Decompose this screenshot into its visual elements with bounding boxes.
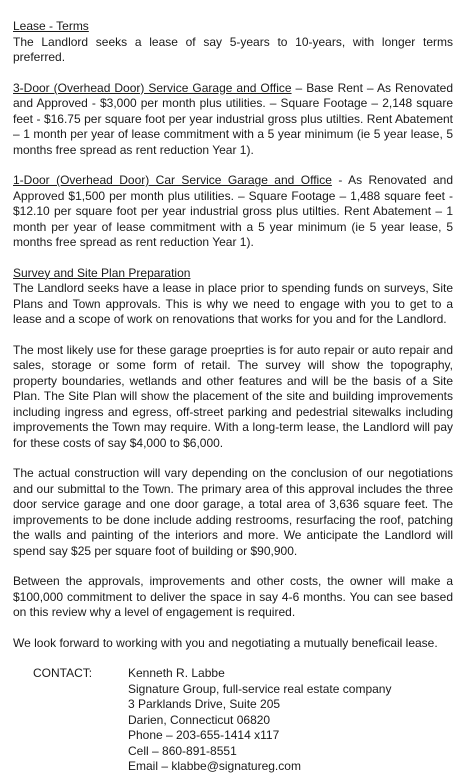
one-door-garage-heading: 1-Door (Overhead Door) Car Service Garage and Office: [13, 173, 332, 187]
contact-label: CONTACT:: [33, 666, 93, 680]
lease-terms-heading: Lease - Terms: [13, 19, 89, 33]
three-door-garage-text: – Base Rent – As Renovated and Approved - $3,000 per month plus utilities. – Square Footage – 2,148 square feet - $16.75 per square foot per year industrial gross plus utilties. Rent Abatement – 1 month per year of lease commitment with a 5 year minimum (ie 5 year lease, 5 months free spread as rent reduction Year 1).: [13, 80, 453, 157]
use-paragraph-section: [13, 343, 453, 452]
use-paragraph: The most likely use for these garage proeprties is for auto repair or auto repair and sales, storage or some form of retail. The survey will show the topography, property boundaries, wetlands and other features and will be the basis of a Site Plan. The Site Plan will show the placement of the site and building improvements including ingress and egress, off-street parking and pedestrial sitewalks including improvements the Town may require. With a long-term lease, the Landlord will pay for these costs of say $4,000 to $6,000.: [13, 342, 453, 450]
three-door-garage-section: [13, 81, 453, 159]
survey-section: [13, 266, 453, 328]
commitment-paragraph: Between the approvals, improvements and other costs, the owner will make a $100,000 commitment to deliver the space in say 4-6 months. You can see based on this review why a level of engagement is required.: [13, 574, 453, 619]
one-door-garage-paragraph: [13, 173, 453, 251]
contact-cell: Cell – 860-891-8551: [128, 743, 237, 758]
commitment-paragraph-section: [13, 574, 453, 621]
contact-company: Signature Group, full-service real estate company: [128, 681, 392, 696]
one-door-garage-section: [13, 173, 453, 251]
lease-terms-text: The Landlord seeks a lease of say 5-years to 10-years, with longer terms preferred.: [13, 34, 453, 64]
contact-block: [13, 666, 453, 775]
contact-name: Kenneth R. Labbe: [128, 666, 225, 680]
three-door-garage-paragraph: [13, 81, 453, 159]
three-door-garage-heading: 3-Door (Overhead Door) Service Garage and Office: [13, 80, 292, 95]
closing-paragraph: We look forward to working with you and negotiating a mutually beneficail lease.: [13, 635, 438, 650]
one-door-garage-text: - As Renovated and Approved $1,500 per month plus utilities. – Square Footage – 1,488 square feet - $12.10 per square foot per year industrial gross plus utilties. Rent Abatement – 1 month per year of lease commitment with a 5 year minimum (ie 5 year lease, 5 months free spread as rent reduction Year 1).: [13, 173, 453, 249]
survey-text: The Landlord seeks have a lease in place prior to spending funds on surveys, Site Plans and Town approvals. This is why we need to engage with you to get to a lease and a scope of work on renovations that works for you and for the Landlord.: [13, 281, 453, 326]
contact-phone: Phone – 203-655-1414 x117: [128, 728, 280, 742]
survey-heading: Survey and Site Plan Preparation: [13, 265, 191, 280]
construction-paragraph: The actual construction will vary depending on the conclusion of our negotiations and our submittal to the Town. The primary area of this approval includes the three door service garage and one door garage, a total area of 3,636 square feet. The improvements to be done include adding restrooms, resurfacing the roof, patching the walls and painting of the interiors and more. We anticipate the Landlord will spend say $25 per square foot of building or $90,900.: [13, 466, 453, 558]
contact-address-line2: Darien, Connecticut 06820: [128, 712, 271, 727]
lease-terms-section: [13, 19, 453, 66]
contact-details: [128, 666, 453, 775]
contact-address-line1: 3 Parklands Drive, Suite 205: [128, 697, 281, 711]
construction-paragraph-section: [13, 466, 453, 559]
closing-paragraph-section: [13, 636, 453, 652]
contact-email: Email – klabbe@signatureg.com: [128, 759, 301, 773]
